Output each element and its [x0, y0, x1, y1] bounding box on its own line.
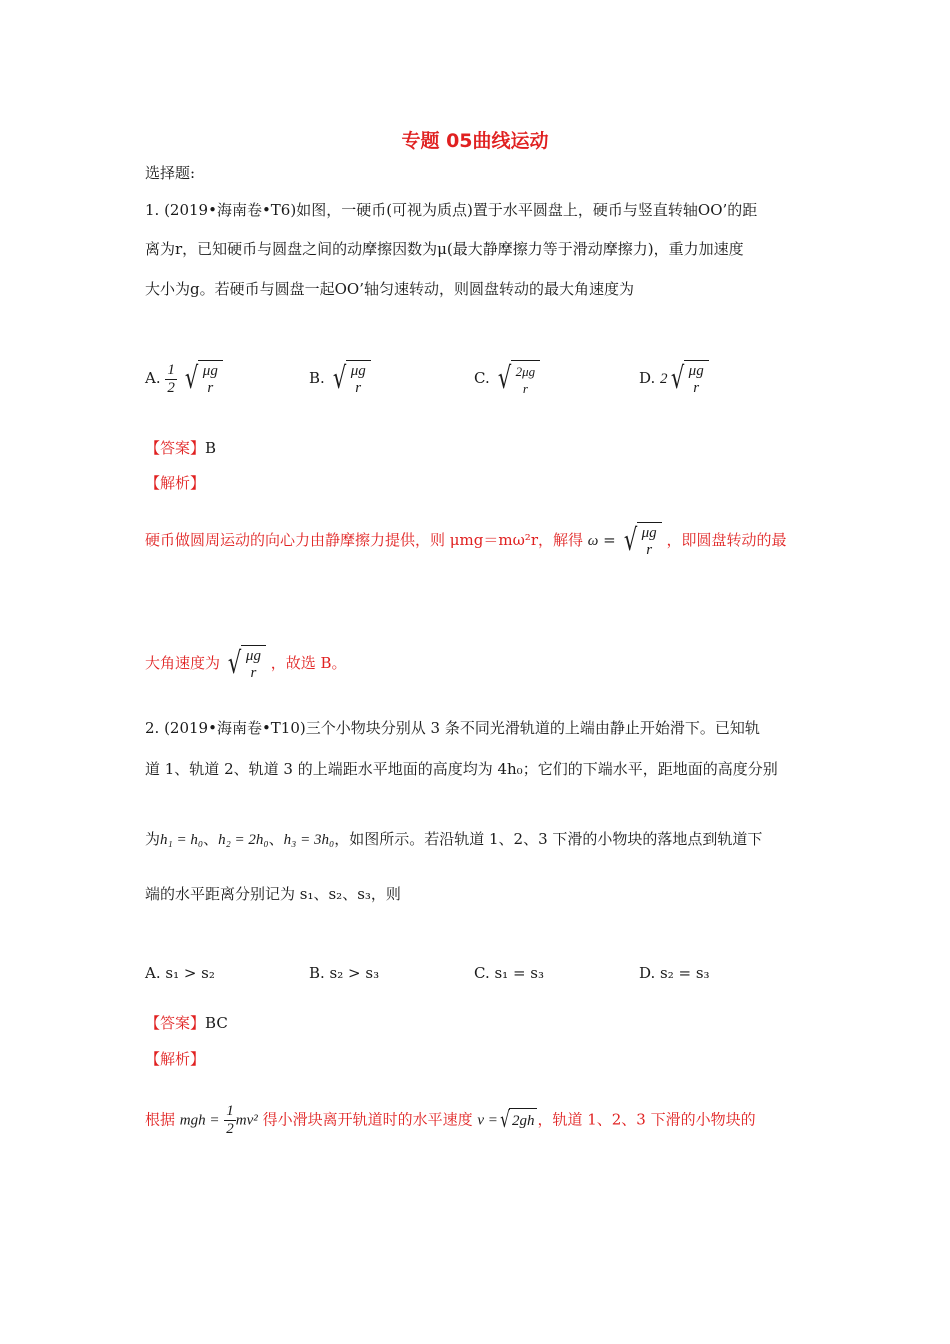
q1-analysis-tag: 【解析】: [145, 474, 206, 492]
square-root: √ μg r: [225, 645, 266, 683]
q1-line-3: 大小为g。若硬币与圆盘一起OO’轴匀速转动，则圆盘转动的最大角速度为: [145, 280, 634, 298]
option-label: A.: [145, 369, 161, 387]
q2-option-a: A. s₁ > s₂: [145, 964, 215, 982]
q1-option-d: D. 2 √ μg r: [639, 360, 709, 398]
q1-line-1: 1. (2019•海南卷•T6)如图，一硬币(可视为质点)置于水平圆盘上，硬币与竖直转轴OO’的距: [145, 201, 758, 219]
q2-answer: 【答案】BC: [145, 1014, 228, 1032]
option-label: B.: [309, 369, 325, 387]
option-label: D.: [639, 369, 656, 387]
square-root: √ 2gh: [498, 1108, 538, 1134]
answer-value: B: [205, 439, 217, 457]
square-root: √ μg r: [668, 360, 709, 398]
q2-line-1: 2. (2019•海南卷•T10)三个小物块分别从 3 条不同光滑轨道的上端由静止开始滑下。已知轨: [145, 719, 760, 737]
q1-option-c: [474, 360, 540, 398]
q2-option-c: C. s₁ = s₃: [474, 964, 545, 982]
fraction: $\frac{1}{2}$: [167, 361, 175, 396]
square-root: √ μg r: [330, 360, 371, 398]
q1-option-b: [309, 360, 371, 398]
square-root: √ 2μg r: [495, 360, 541, 398]
q2-option-d: D. s₂ = s₃: [639, 964, 710, 982]
section-heading: 选择题:: [145, 164, 196, 182]
square-root: √ μg r: [621, 522, 662, 560]
q1-line-2: 离为r，已知硬币与圆盘之间的动摩擦因数为μ(最大静摩擦力等于滑动摩擦力)，重力加速度: [145, 240, 744, 258]
option-label: C.: [474, 369, 490, 387]
page-title: 专题 05曲线运动: [401, 130, 549, 152]
q2-option-b: B. s₂ > s₃: [309, 964, 380, 982]
q2-line-4: 端的水平距离分别记为 s₁、s₂、s₃，则: [145, 885, 401, 903]
q2-line-3: 为h₁ = h₀、h₂ = 2h₀、h₃ = 3h₀，如图所示。若沿轨道 1、2、3 下滑的小物块的落地点到轨道下: [145, 830, 763, 848]
q1-option-a: [145, 360, 223, 398]
q1-analysis-line-1: 硬币做圆周运动的向心力由静摩擦力提供，则 μmg＝mω²r，解得 ω = √ μg r ，即圆盘转动的最: [145, 523, 787, 558]
q1-analysis-line-2: 大角速度为 √ μg r ，故选 B。: [145, 646, 347, 681]
q1-answer: 【答案】B: [145, 439, 217, 457]
q2-analysis-tag: 【解析】: [145, 1050, 206, 1068]
square-root: √ μg r: [182, 360, 223, 398]
answer-value: BC: [205, 1014, 228, 1032]
q2-line-2: 道 1、轨道 2、轨道 3 的上端距水平地面的高度均为 4h₀；它们的下端水平，距地面的高度分别: [145, 760, 778, 778]
fraction: $\frac{1}{2}$: [226, 1103, 234, 1137]
q2-analysis-line-1: 根据 mgh = $\frac{1}{2}$ mv² 得小滑块离开轨道时的水平速度 v = √ 2gh ，轨道 1、2、3 下滑的小物块的: [145, 1103, 756, 1137]
